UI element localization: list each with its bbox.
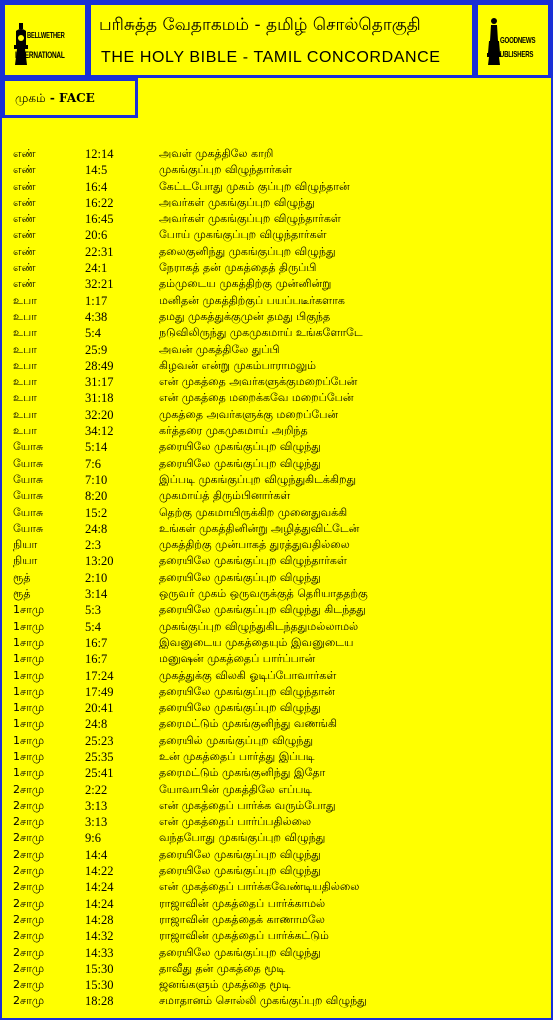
entry-text: அவன் முகத்திலே துப்பி [159,342,280,356]
entry-text: போய் முகங்குப்புற விழுந்தார்கள் [159,228,327,242]
entry-text: ராஜாவின் முகத்தைக் காணாமலே [159,912,325,926]
entry-text: சமாதானம் சொல்லி முகங்குப்புற விழுந்து [159,994,367,1008]
concordance-entry [13,342,543,358]
entry-text: நேராகத் தன் முகத்தைத் திருப்பி [159,261,317,275]
entry-text: என் முகத்தைப் பார்க்கவேண்டியதில்லை [159,880,360,894]
concordance-entry [13,879,543,895]
entry-reference: 3:14 [85,587,108,602]
entry-book: 1சாமு [13,668,45,682]
concordance-entry [13,602,543,618]
entry-reference: 3:13 [85,798,108,813]
entry-text: தரைமட்டும் முகங்குனிந்து இதோ [159,766,326,780]
concordance-entry [13,765,543,781]
concordance-entry [13,260,543,276]
entry-reference: 13:20 [85,554,114,569]
entry-reference: 25:9 [85,342,108,357]
concordance-entry [13,635,543,651]
concordance-entry [13,733,543,749]
entry-book: உபா [13,375,37,389]
entry-book: 2சாமு [13,978,45,992]
entry-text: தரைமட்டும் முகங்குனிந்து வணங்கி [159,717,338,731]
concordance-entry [13,993,543,1009]
entry-text: என் முகத்தை அவர்களுக்குமறைப்பேன் [159,375,358,389]
entry-text: தரையிலே முகங்குப்புற விழுந்து [159,945,321,959]
entry-reference: 15:30 [85,961,114,976]
entry-reference: 25:35 [85,749,114,764]
logo-left-line2: INTERNATIONAL [15,50,65,60]
entry-text: அவள் முகத்திலே காறி [159,147,274,160]
entry-reference: 31:18 [85,391,114,406]
entry-reference: 14:24 [85,880,114,895]
entry-reference: 5:4 [85,326,101,341]
entry-text: அவர்கள் முகங்குப்புற விழுந்தார்கள் [159,212,341,226]
entry-reference: 7:6 [85,456,101,471]
entry-book: 1சாமு [13,652,45,666]
entry-book: 1சாமு [13,733,45,747]
bellwether-logo [2,2,88,78]
entry-book: 2சாமு [13,782,45,796]
entry-reference: 24:8 [85,717,108,732]
concordance-entry [13,928,543,944]
entry-reference: 32:20 [85,407,114,422]
concordance-entry [13,896,543,912]
concordance-entry [13,488,543,504]
entry-book: 1சாமு [13,635,45,649]
entry-text: தரையிலே முகங்குப்புற விழுந்து [159,456,321,470]
entry-text: ராஜாவின் முகத்தைப் பார்க்காமல் [159,896,326,910]
title-tamil: பரிசுத்த வேதாகமம் - தமிழ் சொல்தொகுதி [99,15,421,35]
concordance-entry [13,977,543,993]
entry-book: ரூத் [13,587,31,601]
section-heading [2,78,138,118]
entry-reference: 16:45 [85,212,114,227]
concordance-entry [13,749,543,765]
concordance-entry [13,651,543,667]
entry-reference: 18:28 [85,994,114,1009]
entry-text: மனிதன் முகத்திற்குப் பயப்படீர்களாக [159,293,345,307]
entry-book: 1சாமு [13,619,45,633]
logo-right-line1: GOODNEWS [500,35,536,45]
concordance-entry [13,374,543,390]
entry-book: 2சாமு [13,864,45,878]
entry-reference: 9:6 [85,831,101,846]
entry-book: 1சாமு [13,684,45,698]
entry-reference: 24:8 [85,521,108,536]
entry-book: யோசு [13,489,44,503]
entry-book: நியா [13,554,38,568]
entry-book: உபா [13,407,37,421]
entry-text: ஜனங்களும் முகத்தை மூடி [159,978,291,992]
entry-reference: 12:14 [85,147,114,161]
entry-text: தரையில் முகங்குப்புற விழுந்து [159,733,313,747]
entry-text: முகமாய்த் திரும்பினார்கள் [159,489,291,503]
entry-book: 2சாமு [13,815,45,829]
entry-text: என் முகத்தை மறைக்கவே மறைப்பேன் [159,391,354,405]
entry-reference: 24:1 [85,261,108,276]
entry-text: தாவீது தன் முகத்தை மூடி [159,961,286,975]
entry-text: இவனுடைய முகத்தையும் இவனுடைய [159,635,354,649]
entry-reference: 14:4 [85,847,108,862]
concordance-entry [13,227,543,243]
entry-text: முகங்குப்புற விழுந்துகிடந்ததுமல்லாமல் [159,619,359,633]
entry-book: 2சாமு [13,880,45,894]
entry-reference: 22:31 [85,244,114,259]
entry-text: கேட்டபோது முகம் குப்புற விழுந்தான் [159,179,350,193]
entry-text: ஒருவர் முகம் ஒருவருக்குத் தெரியாததற்கு [159,587,368,601]
entry-book: உபா [13,424,37,438]
concordance-entry [13,195,543,211]
entry-book: யோசு [13,472,44,486]
title-english: THE HOLY BIBLE - TAMIL CONCORDANCE [101,49,441,66]
entry-book: 2சாமு [13,847,45,861]
entry-book: 2சாமு [13,945,45,959]
concordance-entry [13,537,543,553]
entry-text: இப்படி முகங்குப்புற விழுந்துகிடக்கிறது [159,472,356,486]
concordance-entry [13,162,543,178]
entry-text: கிழவன் என்று முகம்பாராமலும் [159,358,316,372]
logo-left-line1: BELLWETHER [27,31,65,40]
entry-book: எண் [13,244,36,258]
entry-book: எண் [13,147,36,160]
entry-text: ராஜாவின் முகத்தைப் பார்க்கட்டும் [159,929,329,943]
entry-text: வந்தபோது முகங்குப்புற விழுந்து [159,831,326,845]
entry-text: முகங்குப்புற விழுந்தார்கள் [159,163,292,177]
entry-book: 2சாமு [13,961,45,975]
concordance-entry [13,439,543,455]
concordance-entry [13,146,543,162]
entry-reference: 15:30 [85,978,114,993]
concordance-entry [13,521,543,537]
entry-book: 2சாமு [13,912,45,926]
entry-text: கர்த்தரை முகமுகமாய் அறிந்த [159,424,308,438]
entry-text: உன் முகத்தைப் பார்த்து இப்படி [159,749,315,763]
entry-reference: 17:49 [85,684,114,699]
concordance-entry [13,945,543,961]
concordance-entry [13,912,543,928]
entry-reference: 28:49 [85,358,114,373]
concordance-entry [13,423,543,439]
concordance-entry [13,961,543,977]
concordance-entry [13,309,543,325]
entry-reference: 16:7 [85,652,108,667]
concordance-entry [13,211,543,227]
entry-book: நியா [13,538,38,552]
entry-book: உபா [13,342,37,356]
entry-book: எண் [13,179,36,193]
entry-book: யோசு [13,456,44,470]
entry-text: தம்முடைய முகத்திற்கு முன்னின்று [159,277,332,291]
concordance-entry [13,586,543,602]
entry-reference: 4:38 [85,309,108,324]
entry-book: உபா [13,293,37,307]
entry-text: என் முகத்தைப் பார்ப்பதில்லை [159,815,312,829]
entry-text: தரையிலே முகங்குப்புற விழுந்து கிடந்தது [159,603,366,617]
logo-right-line2: PUBLISHERS [496,49,534,59]
entry-text: உங்கள் முகத்தினின்று அழித்துவிட்டேன் [159,521,360,535]
entry-reference: 5:4 [85,619,101,634]
entry-reference: 16:7 [85,635,108,650]
concordance-entry [13,407,543,423]
entry-book: உபா [13,326,37,340]
entry-reference: 16:4 [85,179,108,194]
section-tamil: முகம் [15,91,46,105]
entry-reference: 31:17 [85,375,114,390]
concordance-entry [13,472,543,488]
concordance-entry [13,814,543,830]
entry-book: உபா [13,358,37,372]
entry-book: 2சாமு [13,994,45,1008]
entry-text: முகத்திற்கு முன்பாகத் துரத்துவதில்லை [159,538,350,552]
concordance-entry [13,668,543,684]
concordance-entry [13,863,543,879]
entry-reference: 14:32 [85,929,114,944]
entry-book: எண் [13,261,36,275]
concordance-entry [13,830,543,846]
concordance-entry [13,276,543,292]
entry-book: யோசு [13,521,44,535]
concordance-entry [13,179,543,195]
concordance-entry [13,782,543,798]
entry-reference: 20:6 [85,228,108,243]
entry-reference: 2:22 [85,782,108,797]
entry-reference: 16:22 [85,195,114,210]
entry-text: முகத்துக்கு விலகி ஓடிப்போவார்கள் [159,668,337,682]
entry-book: 1சாமு [13,749,45,763]
entry-book: 2சாமு [13,929,45,943]
entry-book: 1சாமு [13,766,45,780]
entry-book: எண் [13,212,36,226]
entry-text: முகத்தை அவர்களுக்கு மறைப்பேன் [159,407,339,421]
section-label [15,91,95,107]
entry-reference: 32:21 [85,277,114,292]
entry-text: மனுஷன் முகத்தைப் பார்ப்பான் [159,652,316,666]
entry-reference: 3:13 [85,815,108,830]
entry-reference: 2:10 [85,570,108,585]
entry-reference: 17:24 [85,668,114,683]
entry-book: ரூத் [13,570,31,584]
concordance-entry [13,716,543,732]
entry-text: யோவாபின் முகத்திலே எப்படி [159,782,313,796]
concordance-entry [13,293,543,309]
entry-reference: 25:41 [85,766,114,781]
entry-text: தரையிலே முகங்குப்புற விழுந்து [159,440,321,454]
concordance-list [13,146,543,1010]
entry-book: 2சாமு [13,831,45,845]
entry-text: தரையிலே முகங்குப்புற விழுந்து [159,570,321,584]
concordance-entry [13,553,543,569]
entry-reference: 14:28 [85,912,114,927]
entry-text: தலைகுனிந்து முகங்குப்புற விழுந்து [159,244,336,258]
goodnews-logo [475,2,551,78]
entry-reference: 14:24 [85,896,114,911]
entry-reference: 2:3 [85,538,101,553]
entry-text: அவர்கள் முகங்குப்புற விழுந்து [159,195,315,209]
entry-text: தரையிலே முகங்குப்புற விழுந்தார்கள் [159,554,347,568]
concordance-entry [13,700,543,716]
entry-text: தரையிலே முகங்குப்புற விழுந்து [159,701,321,715]
entry-reference: 14:22 [85,864,114,879]
entry-reference: 8:20 [85,489,108,504]
entry-book: எண் [13,228,36,242]
concordance-entry [13,619,543,635]
concordance-entry [13,244,543,260]
entry-book: 2சாமு [13,896,45,910]
entry-book: உபா [13,309,37,323]
title-banner [88,2,475,78]
concordance-entry [13,390,543,406]
section-english: FACE [59,91,95,105]
entry-book: யோசு [13,505,44,519]
concordance-entry [13,358,543,374]
entry-reference: 25:23 [85,733,114,748]
entry-reference: 14:5 [85,163,108,178]
entry-reference: 7:10 [85,472,108,487]
entry-text: தெற்கு முகமாயிருக்கிற முனைதுவக்கி [159,505,348,519]
entry-text: தரையிலே முகங்குப்புற விழுந்தான் [159,684,335,698]
entry-book: 1சாமு [13,717,45,731]
concordance-entry [13,684,543,700]
section-separator: - [45,91,59,105]
entry-book: எண் [13,277,36,291]
entry-reference: 15:2 [85,505,108,520]
entry-text: தரையிலே முகங்குப்புற விழுந்து [159,864,321,878]
entry-text: நடுவிலிருந்து முகமுகமாய் உங்களோடே [159,326,363,340]
entry-text: தமது முகத்துக்குமுன் தமது பிகுந்த [159,309,331,323]
concordance-entry [13,570,543,586]
entry-reference: 20:41 [85,701,114,716]
concordance-entry [13,798,543,814]
entry-book: உபா [13,391,37,405]
concordance-entry [13,456,543,472]
entry-reference: 5:14 [85,440,108,455]
entry-reference: 1:17 [85,293,108,308]
entry-book: யோசு [13,440,44,454]
entry-book: எண் [13,163,36,177]
entry-text: என் முகத்தைப் பார்க்க வரும்போது [159,798,336,812]
entry-book: 1சாமு [13,701,45,715]
concordance-entry [13,505,543,521]
entry-book: 2சாமு [13,798,45,812]
entry-book: எண் [13,195,36,209]
concordance-entry [13,325,543,341]
entry-text: தரையிலே முகங்குப்புற விழுந்து [159,847,321,861]
entry-book: 1சாமு [13,603,45,617]
entry-reference: 34:12 [85,424,114,439]
entry-reference: 5:3 [85,603,101,618]
entry-reference: 14:33 [85,945,114,960]
concordance-entry [13,847,543,863]
